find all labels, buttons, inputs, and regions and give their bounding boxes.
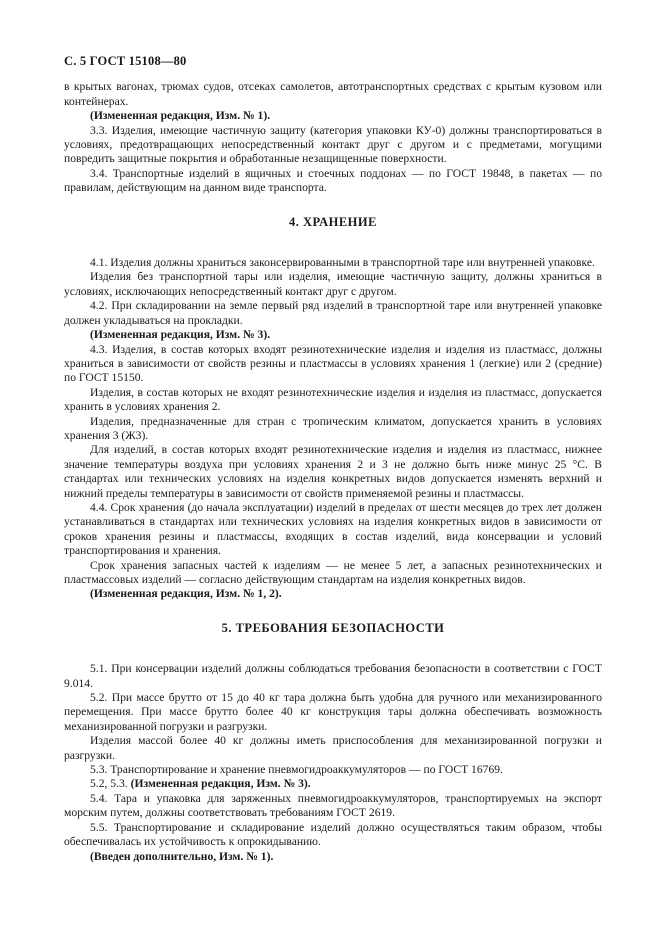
paragraph: 5.5. Транспортирование и складирование изделий должно осуществляться таким образом, чтобы обеспечивалась их устойчивость к опрокидыванию. [64, 820, 602, 849]
paragraph: Изделия массой более 40 кг должны иметь приспособления для механизированной погрузки и разгрузки. [64, 734, 602, 762]
paragraph: Для изделий, в состав которых входят резинотехнические изделия и изделия из пластмасс, нижнее значение температуры воздуха при условиях хранения 2 и 3 не должно быть ниже минус 25 °С. В стандартах или технических условиях на изделия конкретных видов допускается изменять верхний и нижний пределы температуры в зависимости от свойств применяемой резины и пластмассы. [64, 443, 602, 500]
paragraph: 4.2. При складировании на земле первый ряд изделий в транспортной таре или внутренней упаковке должен укладываться на прокладки. [64, 299, 602, 327]
paragraph: Изделия без транспортной тары или изделия, имеющие частичную защиту, должны храниться в условиях, исключающих непосредственный контакт друг с другом. [64, 270, 602, 298]
paragraph: Изделия, предназначенные для стран с тропическим климатом, допускается хранить в условиях хранения 3 (Ж3). [64, 414, 602, 442]
amendment-note: (Измененная редакция, Изм. № 1, 2). [90, 587, 282, 601]
paragraph: 4.1. Изделия должны храниться законсервированными в транспортной таре или внутренней упаковке. [90, 256, 595, 270]
amendment-note: (Введен дополнительно, Изм. № 1). [90, 849, 274, 863]
paragraph: 5.4. Тара и упаковка для заряженных пневмогидроаккумуляторов, транспортируемых на экспорт морским путем, должны соответствовать требованиям ГОСТ 2619. [64, 791, 602, 820]
section-3-continuation [64, 80, 602, 195]
paragraph: 4.4. Срок хранения (до начала эксплуатации) изделий в пределах от шести месяцев до трех лет должен устанавливаться в стандартах или технических условиях на изделия конкретных видов в зависимости от сроков хранения резины и пластмассы, входящих в состав изделий, вида консервации и условий транспортирования и хранения. [64, 500, 602, 558]
paragraph: Срок хранения запасных частей к изделиям — не менее 5 лет, а запасных резинотехнических и пластмассовых изделий — согласно действующим стандартам на изделия конкретных видов. [64, 558, 602, 586]
section-5-title: 5. ТРЕБОВАНИЯ БЕЗОПАСНОСТИ [221, 620, 445, 635]
paragraph-with-note [64, 777, 602, 791]
paragraph: Изделия, в состав которых не входят резинотехнические изделия и изделия из пластмасс, допускается хранить в условиях хранения 2. [64, 385, 602, 414]
paragraph: в крытых вагонах, трюмах судов, отсеках самолетов, автотранспортных средствах с крытым кузовом или контейнерах. [64, 80, 602, 108]
paragraph: 5.3. Транспортирование и хранение пневмогидроаккумуляторов — по ГОСТ 16769. [90, 763, 503, 777]
section-4-title: 4. ХРАНЕНИЕ [289, 214, 377, 229]
page-header: С. 5 ГОСТ 15108—80 [64, 54, 187, 68]
section-4-body [64, 256, 602, 602]
paragraph: 3.4. Транспортные изделий в ящичных и стоечных поддонах — по ГОСТ 19848, в пакетах — по правилам, действующим на данном виде транспорта. [64, 166, 602, 195]
paragraph-prefix: 5.2, 5.3. [90, 777, 128, 791]
paragraph: 4.3. Изделия, в состав которых входят резинотехнические изделия и изделия из пластмасс, должны храниться в зависимости от свойств резины и пластмассы в условиях хранения 1 (легкие) или 2 (средние) по ГОСТ 15150. [64, 342, 602, 385]
amendment-note: (Измененная редакция, Изм. № 1). [90, 109, 271, 123]
paragraph: 5.1. При консервации изделий должны соблюдаться требования безопасности в соответствии с ГОСТ 9.014. [64, 662, 602, 690]
amendment-note: (Измененная редакция, Изм. № 3). [130, 777, 311, 791]
document-page [64, 54, 602, 864]
section-5-body [64, 662, 602, 864]
amendment-note: (Измененная редакция, Изм. № 3). [90, 328, 271, 342]
paragraph: 3.3. Изделия, имеющие частичную защиту (категория упаковки КУ-0) должны транспортироваться в условиях, предотвращающих непосредственный контакт друг с другом и с предметами, могущими повредить защитные покрытия и обработанные незащищенные поверхности. [64, 123, 602, 166]
paragraph: 5.2. При массе брутто от 15 до 40 кг тара должна быть удобна для ручного или механизированного перемещения. При массе брутто более 40 кг конструкция тары должна обеспечивать возможность механизированной погрузки и разгрузки. [64, 691, 602, 733]
